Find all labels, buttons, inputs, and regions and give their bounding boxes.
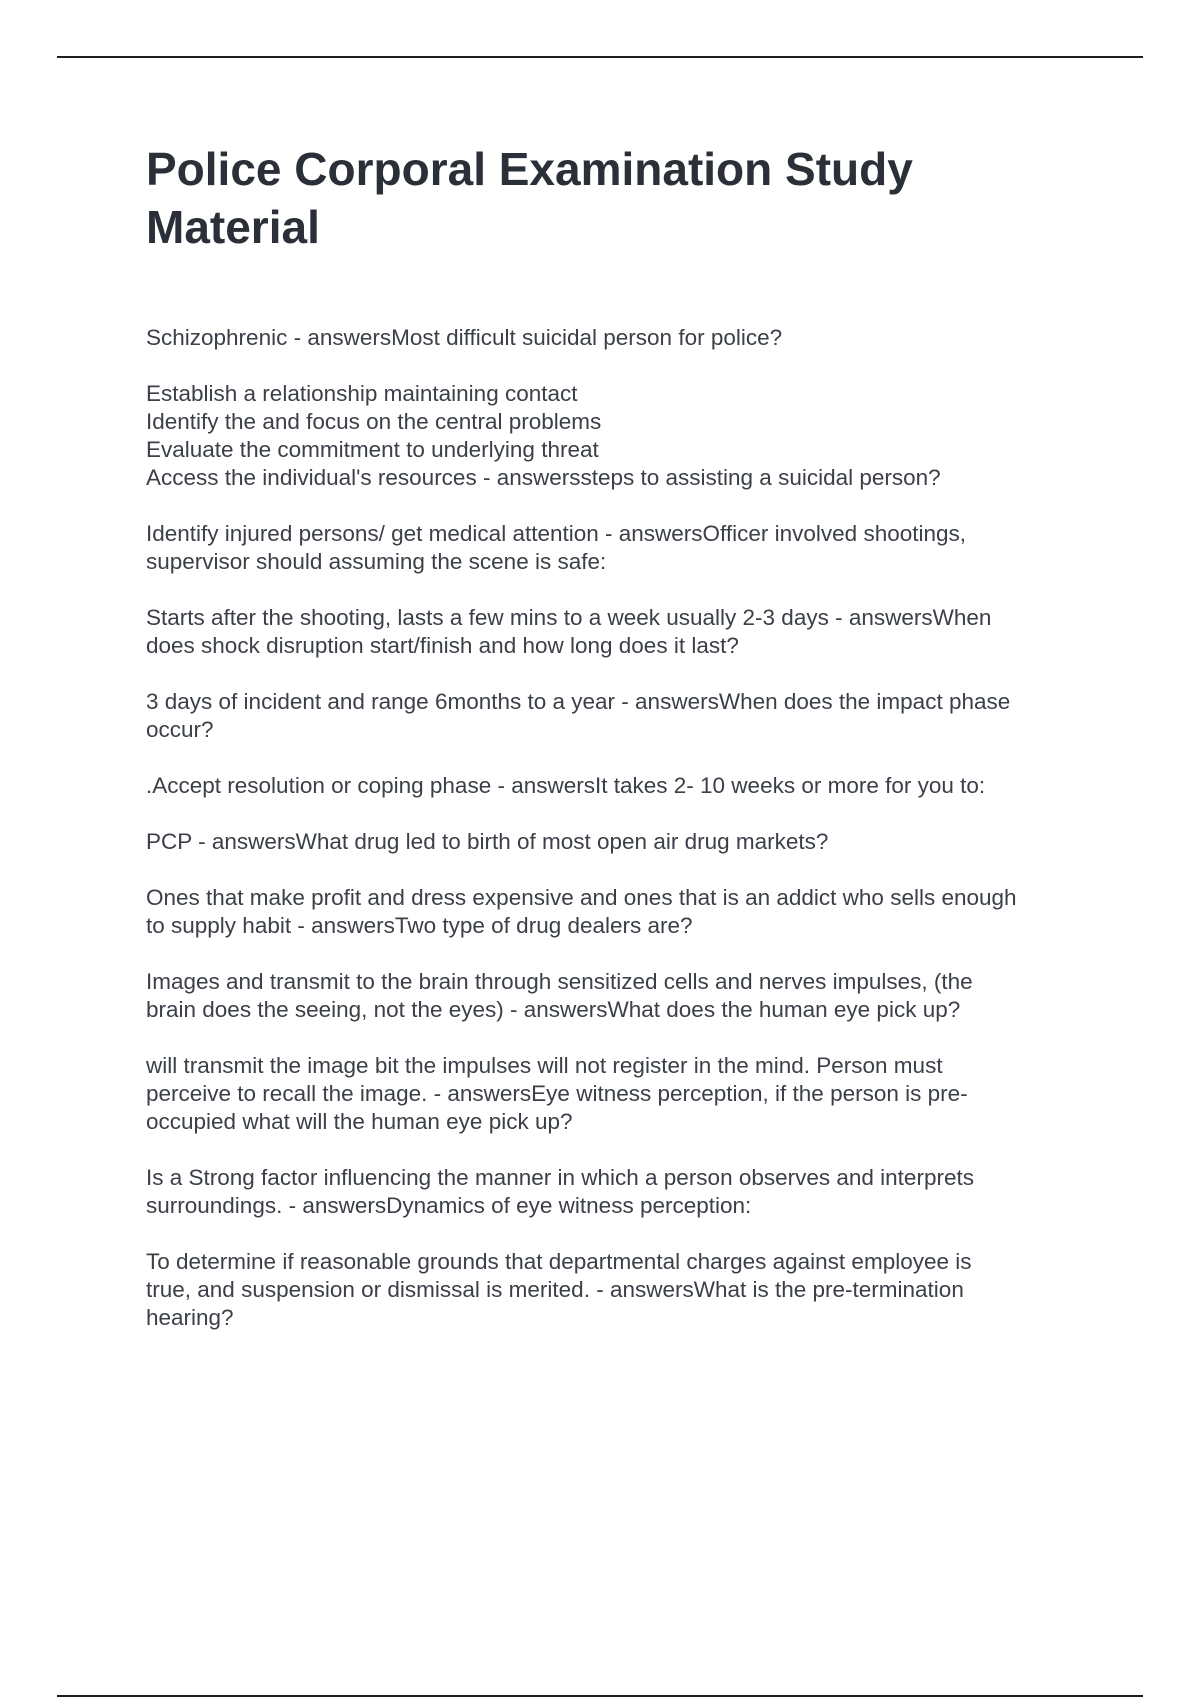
qa-list (146, 324, 1086, 1332)
qa-entry: Identify injured persons/ get medical attention - answersOfficer involved shootings, supervisor should assuming the scene is safe: (146, 521, 967, 574)
qa-entry: Is a Strong factor influencing the manner in which a person observes and interprets surroundings. - answersDynamics of eye witness perception: (146, 1165, 974, 1218)
qa-entry: To determine if reasonable grounds that departmental charges against employee is true, and suspension or dismissal is merited. - answersWhat is the pre-termination hearing? (146, 1249, 972, 1330)
qa-entry: .Accept resolution or coping phase - answersIt takes 2- 10 weeks or more for you to: (146, 773, 986, 798)
qa-entry: Starts after the shooting, lasts a few mins to a week usually 2-3 days - answersWhen does shock disruption start/finish and how long does it last? (146, 605, 992, 658)
top-divider (57, 56, 1143, 58)
qa-entry: Ones that make profit and dress expensive and ones that is an addict who sells enough to supply habit - answersTwo type of drug dealers are? (146, 885, 1017, 938)
bottom-divider (57, 1695, 1143, 1697)
qa-entry: 3 days of incident and range 6months to a year - answersWhen does the impact phase occur? (146, 689, 1011, 742)
qa-entry: Images and transmit to the brain through sensitized cells and nerves impulses, (the brain does the seeing, not the eyes) - answersWhat does the human eye pick up? (146, 969, 973, 1022)
document-body (146, 140, 1086, 1360)
document-title: Police Corporal Examination Study Material (146, 143, 913, 253)
qa-entry: Establish a relationship maintaining contact Identify the and focus on the central problems Evaluate the commitment to underlying threat Access the individual's resources - answerssteps to assisting a suicidal person? (146, 381, 941, 490)
qa-entry: PCP - answersWhat drug led to birth of most open air drug markets? (146, 829, 829, 854)
qa-entry: will transmit the image bit the impulses will not register in the mind. Person must perceive to recall the image. - answersEye witness perception, if the person is pre- occupied what will the human eye pick up? (146, 1053, 968, 1134)
qa-entry: Schizophrenic - answersMost difficult suicidal person for police? (146, 325, 783, 350)
